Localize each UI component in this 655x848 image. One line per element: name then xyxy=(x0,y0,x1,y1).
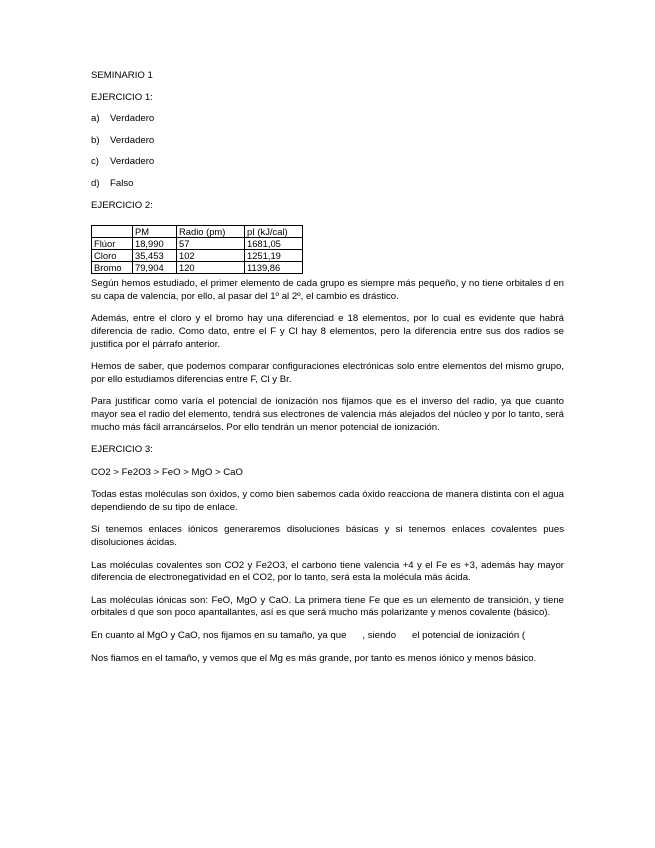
document-body xyxy=(91,70,564,665)
paragraph: Si tenemos enlaces iónicos generaremos disoluciones básicas y si tenemos enlaces covalentes pues disoluciones ácidas. xyxy=(91,524,564,549)
paragraph: Además, entre el cloro y el bromo hay una diferenciad e 18 elementos, por lo cual es evidente que habrá diferencia de radio. Como dato, entre el F y Cl hay 8 elementos, pero la diferencia entre sus dos radios se justifica por el párrafo anterior. xyxy=(91,313,564,350)
paragraph: Hemos de saber, que podemos comparar configuraciones electrónicas solo entre elementos del mismo grupo, por ello estudiamos diferencias entre F, Cl y Br. xyxy=(91,361,564,385)
paragraph: Para justificar como varía el potencial de ionización nos fijamos que es el inverso del radio, ya que cuanto mayor sea el radio del elemento, tendrá sus electrones de valencia más alejados del núcleo y por lo tanto, será mucho más fácil arrancárselos. Por ello tendrán un menor potencial de ionización. xyxy=(91,396,564,433)
paragraph: Las moléculas covalentes son CO2 y Fe2O3, el carbono tiene valencia +4 y el Fe es +3, además hay mayor diferencia de electronegatividad en el CO2, por lo tanto, será esta la molécula más ácida. xyxy=(91,559,564,584)
paragraph: Las moléculas iónicas son: FeO, MgO y CaO. La primera tiene Fe que es un elemento de transición, y tiene orbitales d que son poco apantallantes, así es que será mucho más polarizante y menos covalente (básico). xyxy=(91,594,564,619)
exercise-2-heading: EJERCICIO 2: xyxy=(91,199,153,211)
table-row: Cloro 35,453 102 1251,19 xyxy=(92,250,303,262)
element-properties-table xyxy=(91,225,303,274)
list-item: b) Verdadero xyxy=(91,134,155,146)
exercise-3-heading: EJERCICIO 3: xyxy=(91,444,153,456)
exercise-1-heading: EJERCICIO 1: xyxy=(91,91,153,103)
table-row: Flúor 18,990 57 1681,05 xyxy=(92,238,303,250)
table-header-row: PM Radio (pm) pI (kJ/cal) xyxy=(92,226,303,238)
paragraph: En cuanto al MgO y CaO, nos fijamos en su tamaño, ya que , siendo el potencial de ionización ( xyxy=(91,630,526,642)
oxide-ordering-formula: CO2 > Fe2O3 > FeO > MgO > CaO xyxy=(91,466,243,478)
list-item: c) Verdadero xyxy=(91,156,155,168)
paragraph: Todas estas moléculas son óxidos, y como bien sabemos cada óxido reacciona de manera distinta con el agua dependiendo de su tipo de enlace. xyxy=(91,489,564,513)
list-item: d) Falso xyxy=(91,177,134,189)
list-item: a) Verdadero xyxy=(91,113,155,125)
paragraph: Según hemos estudiado, el primer elemento de cada grupo es siempre más pequeño, y no tiene orbitales d en su capa de valencia, por ello, al pasar del 1º al 2º, el cambio es drástico. xyxy=(91,278,564,302)
document-title: SEMINARIO 1 xyxy=(91,70,153,81)
paragraph: Nos fiamos en el tamaño, y vemos que el Mg es más grande, por tanto es menos iónico y menos básico. xyxy=(91,652,537,664)
table-row: Bromo 79,904 120 1139,86 xyxy=(92,262,303,274)
